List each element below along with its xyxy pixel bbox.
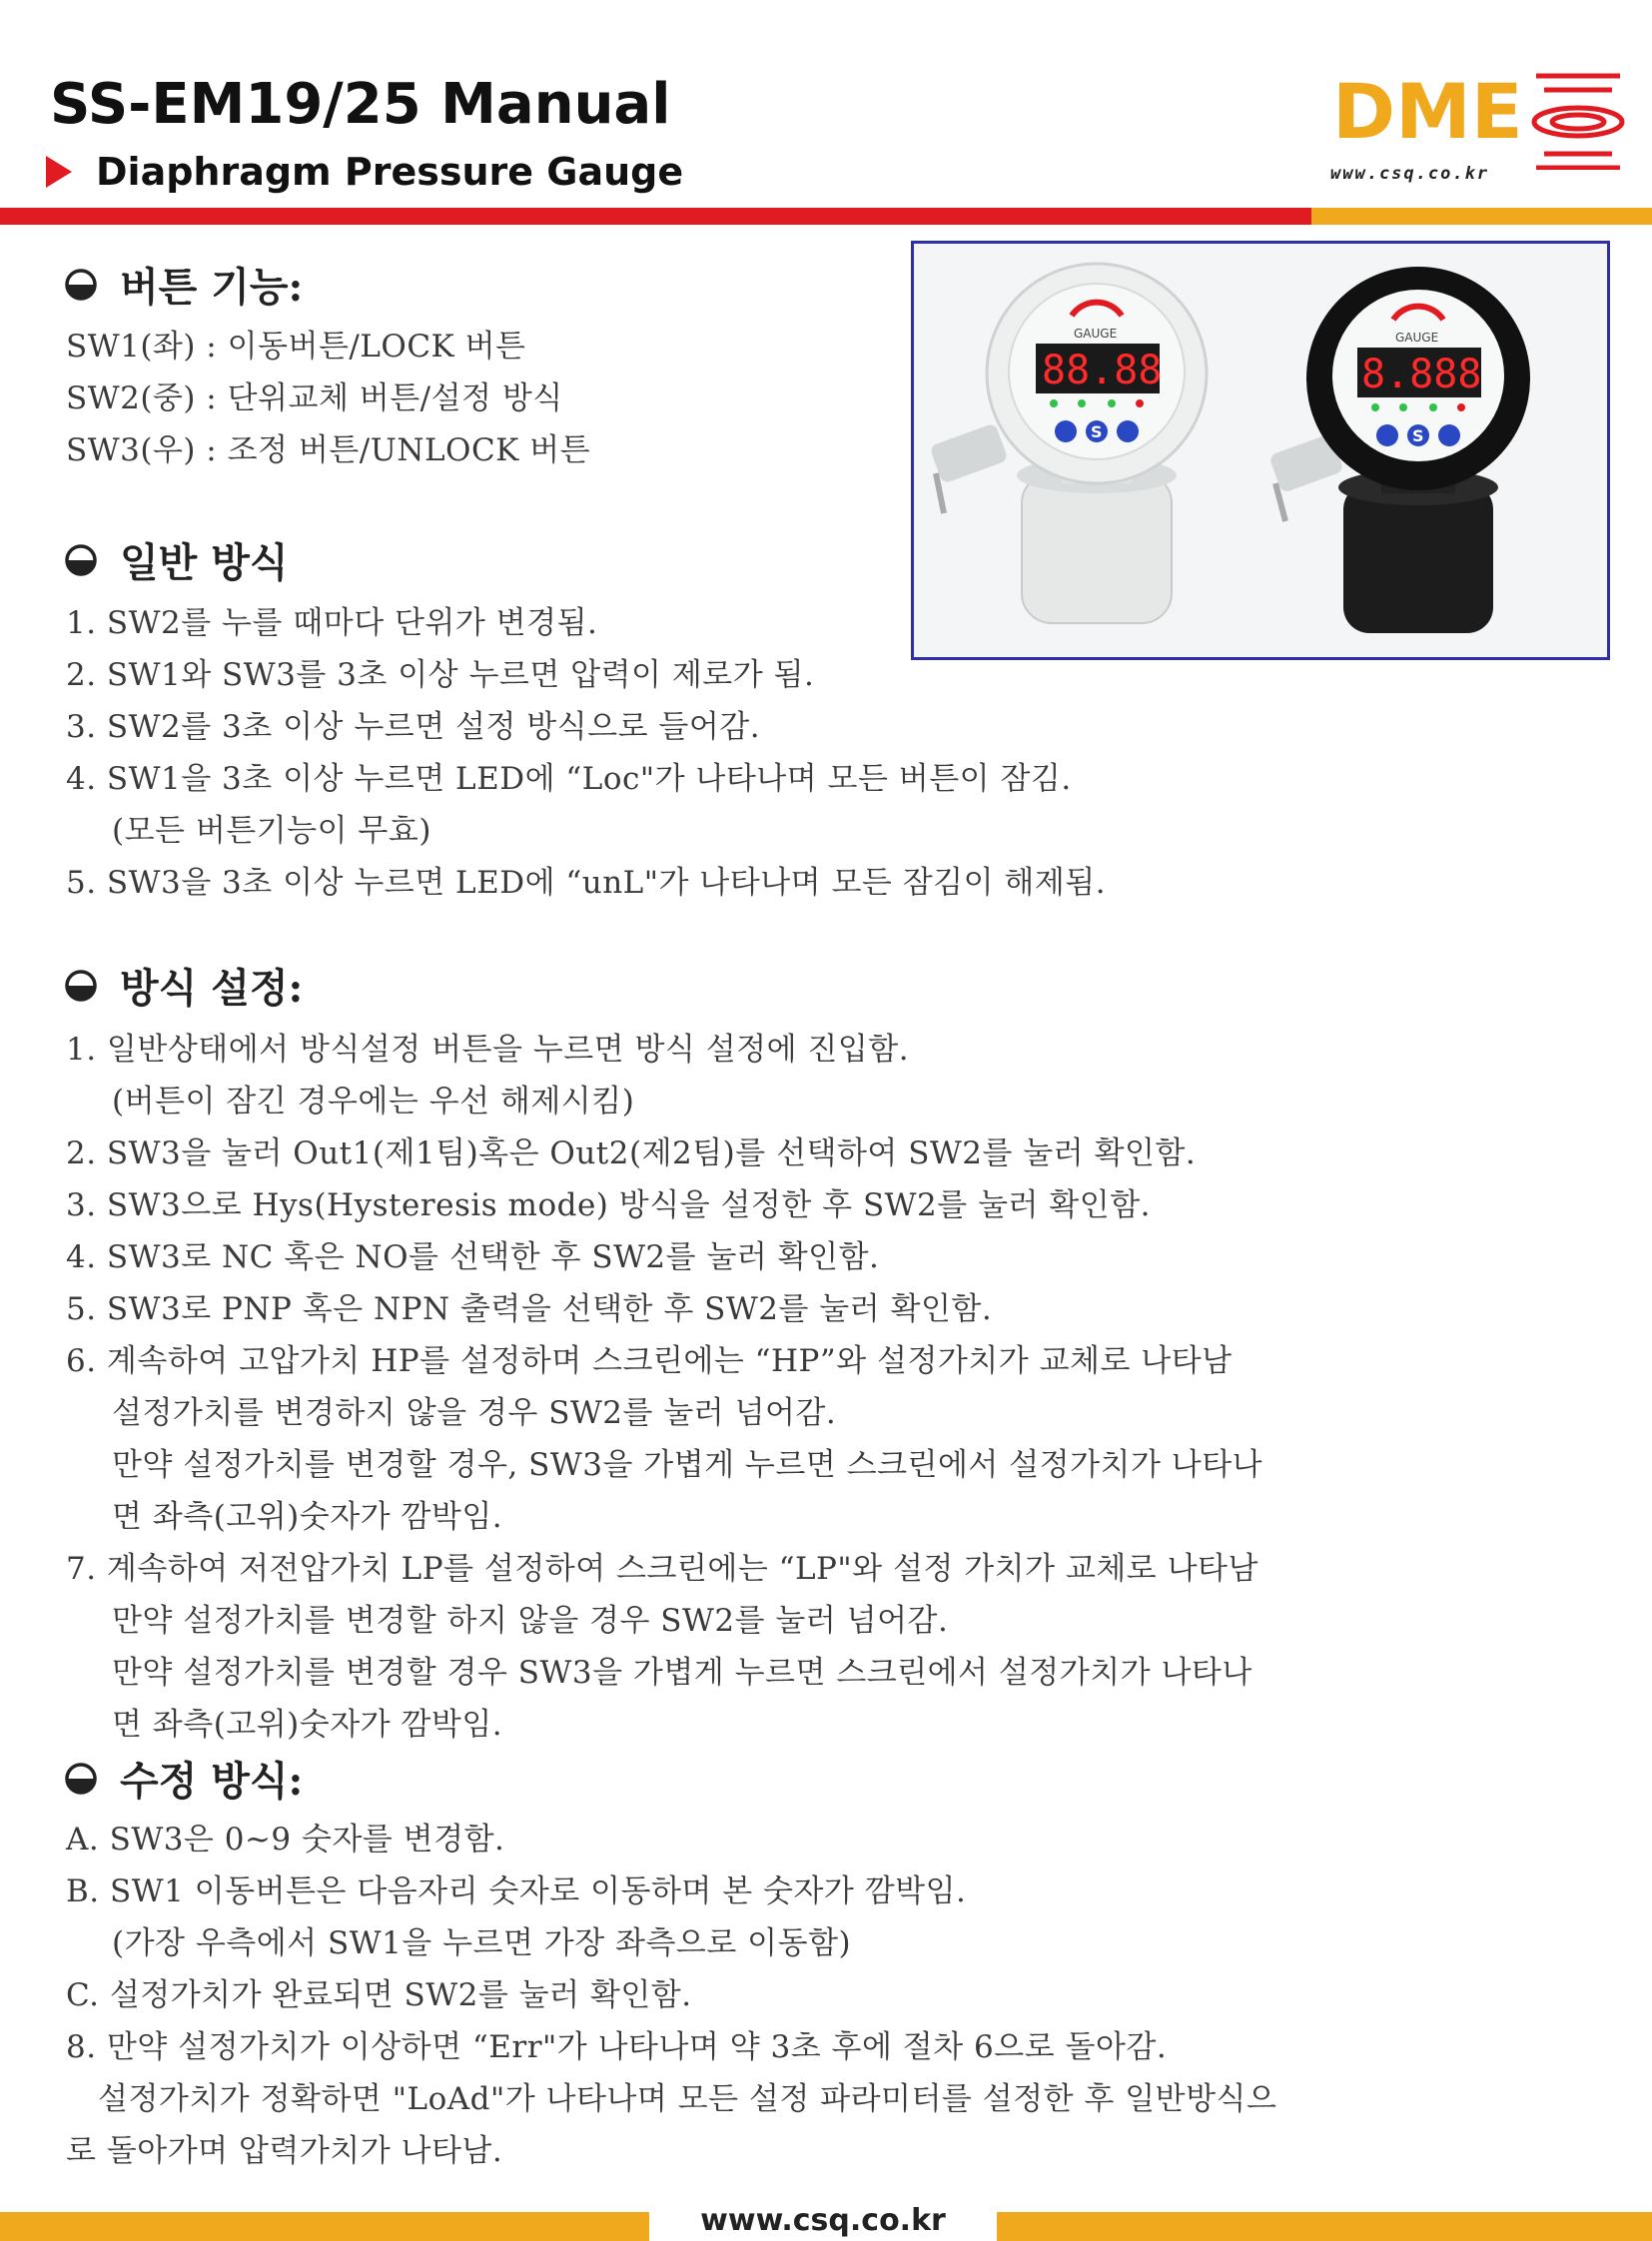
section-title: 수정 방식:	[120, 1758, 304, 1805]
text-line: 5. SW3을 3초 이상 누르면 LED에 “unL"가 나타나며 모든 잠김이 해제됨.	[66, 865, 1107, 901]
text-line: B. SW1 이동버튼은 다음자리 숫자로 이동하며 본 숫자가 깜박임.	[66, 1873, 967, 1909]
subtitle-text: Diaphragm Pressure Gauge	[96, 150, 684, 194]
text-line: 7. 계속하여 저전압가치 LP를 설정하여 스크린에는 “LP"와 설정 가치가 교체로 나타남	[66, 1551, 1258, 1587]
footer-orange-bar-left	[0, 2212, 649, 2241]
text-line: (가장 우측에서 SW1을 누르면 가장 좌측으로 이동함)	[112, 1925, 852, 1961]
text-line: 면 좌측(고위)숫자가 깜박임.	[112, 1499, 503, 1535]
header-red-bar	[0, 208, 1311, 225]
text-line: 8. 만약 설정가치가 이상하면 “Err"가 나타나며 약 3초 후에 절차 6으로 돌아감.	[66, 2029, 1168, 2065]
text-line: 로 돌아가며 압력가치가 나타남.	[66, 2133, 503, 2169]
logo-coil-icon	[1534, 76, 1622, 168]
text-line: 1. 일반상태에서 방식설정 버튼을 누르면 방식 설정에 진입함.	[66, 1032, 910, 1068]
left-gauge-label: GAUGE	[1074, 327, 1118, 341]
section-title: 버튼 기능:	[120, 264, 304, 311]
text-line: 4. SW1을 3초 이상 누르면 LED에 “Loc"가 나타나며 모든 버튼이 잠김.	[66, 761, 1072, 797]
text-line: 만약 설정가치를 변경할 경우 SW3을 가볍게 누르면 스크린에서 설정가치가 나타나	[112, 1655, 1252, 1691]
footer-url: www.csq.co.kr	[700, 2203, 946, 2238]
text-line: (버튼이 잠긴 경우에는 우선 해제시킴)	[112, 1084, 635, 1120]
text-line: 4. SW3로 NC 혹은 NO를 선택한 후 SW2를 눌러 확인함.	[66, 1239, 880, 1275]
right-gauge-label: GAUGE	[1395, 331, 1439, 345]
footer-orange-bar-right	[997, 2212, 1652, 2241]
document-subtitle	[46, 150, 683, 194]
section-heading-edit-mode	[64, 1750, 303, 1807]
half-circle-bullet-icon	[64, 543, 98, 577]
half-circle-bullet-icon	[64, 969, 98, 1003]
text-line: 6. 계속하여 고압가치 HP를 설정하며 스크린에는 “HP”와 설정가치가 교체로 나타남	[66, 1343, 1233, 1379]
section-heading-mode-setting	[64, 957, 303, 1014]
text-line: (모든 버튼기능이 무효)	[112, 813, 431, 849]
logo-url: www.csq.co.kr	[1330, 164, 1490, 184]
white-gauge-image	[929, 264, 1207, 623]
product-photo	[911, 241, 1610, 660]
half-circle-bullet-icon	[64, 268, 98, 302]
right-s-button-label: S	[1412, 426, 1424, 445]
text-line: 만약 설정가치를 변경할 경우, SW3을 가볍게 누르면 스크린에서 설정가치가 나타나	[112, 1447, 1263, 1483]
section-heading-button-function	[64, 256, 303, 313]
text-line: 1. SW2를 누를 때마다 단위가 변경됨.	[66, 605, 598, 641]
text-line: 설정가치를 변경하지 않을 경우 SW2를 눌러 넘어감.	[112, 1395, 837, 1431]
section-title: 일반 방식	[120, 539, 289, 586]
red-triangle-icon	[46, 156, 72, 188]
text-line: SW3(우) : 조정 버튼/UNLOCK 버튼	[66, 432, 591, 468]
text-line: C. 설정가치가 완료되면 SW2를 눌러 확인함.	[66, 1977, 692, 2013]
header-orange-bar	[1311, 208, 1652, 225]
text-line: SW2(중) : 단위교체 버튼/설정 방식	[66, 380, 563, 416]
logo-letters: DME	[1332, 70, 1523, 156]
text-line: 2. SW3을 눌러 Out1(제1팀)혹은 Out2(제2팀)를 선택하여 SW2를 눌러 확인함.	[66, 1135, 1197, 1171]
black-gauge-image	[1268, 267, 1530, 633]
text-line: 2. SW1와 SW3를 3초 이상 누르면 압력이 제로가 됨.	[66, 657, 815, 693]
text-line: A. SW3은 0~9 숫자를 변경함.	[66, 1822, 505, 1858]
text-line: 면 좌측(고위)숫자가 깜박임.	[112, 1707, 503, 1743]
half-circle-bullet-icon	[64, 1762, 98, 1796]
text-line: 5. SW3로 PNP 혹은 NPN 출력을 선택한 후 SW2를 눌러 확인함.	[66, 1291, 993, 1327]
text-line: 3. SW3으로 Hys(Hysteresis mode) 방식을 설정한 후 SW2를 눌러 확인함.	[66, 1187, 1152, 1223]
right-gauge-display: 8.888	[1361, 352, 1482, 397]
section-heading-general-mode	[64, 531, 289, 588]
text-line: SW1(좌) : 이동버튼/LOCK 버튼	[66, 329, 526, 365]
text-line: 만약 설정가치를 변경할 하지 않을 경우 SW2를 눌러 넘어감.	[112, 1603, 949, 1639]
text-line: 설정가치가 정확하면 "LoAd"가 나타나며 모든 설정 파라미터를 설정한 후 일반방식으	[98, 2081, 1277, 2117]
document-title: SS-EM19/25 Manual	[50, 72, 671, 137]
left-s-button-label: S	[1091, 422, 1103, 441]
text-line: 3. SW2를 3초 이상 누르면 설정 방식으로 들어감.	[66, 709, 761, 745]
left-gauge-display: 88.88	[1042, 348, 1163, 393]
section-title: 방식 설정:	[120, 965, 304, 1012]
